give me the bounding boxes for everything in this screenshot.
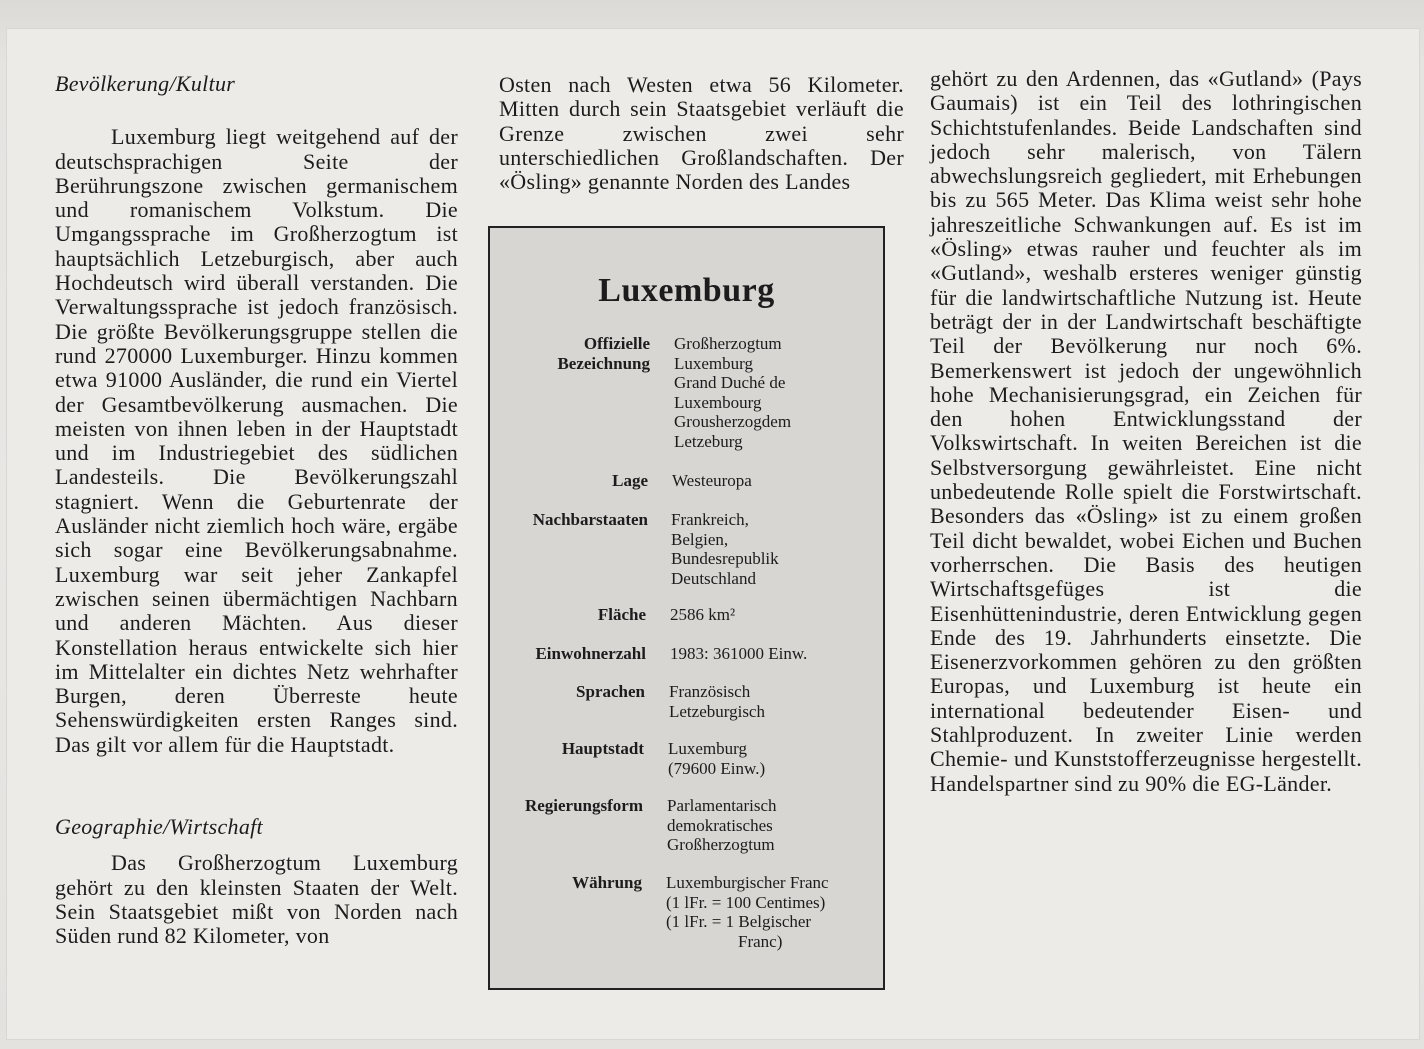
section-heading-geography: Geographie/Wirtschaft [55, 814, 263, 840]
fact-value: 2586 km² [670, 605, 736, 624]
fact-value: Französisch Letzeburgisch [669, 682, 765, 721]
paragraph-geography-continued: Osten nach Westen etwa 56 Kilometer. Mitten durch sein Staatsgebiet verläuft die Grenze zwischen zwei sehr unterschiedlichen Großlandschaften. Der «Ösling» genannte Norden des Landes [499, 72, 904, 195]
fact-label [492, 334, 650, 373]
fact-value: Luxemburgischer Franc (1 lFr. = 100 Centimes) (1 lFr. = 1 Belgischer Franc) [666, 873, 829, 951]
fact-box [488, 226, 885, 990]
fact-label: Fläche [597, 605, 646, 624]
fact-box-title: Luxemburg [598, 272, 775, 309]
fact-value: Großherzogtum Luxemburg Grand Duché de Luxembourg Grousherzogdem Letzeburg [674, 334, 792, 451]
fact-label: Währung [572, 873, 642, 892]
column-left [55, 72, 458, 949]
fact-label: Regierungsform [524, 796, 643, 815]
fact-label: Lage [612, 471, 648, 490]
paragraph-geography: Das Großherzogtum Luxemburg gehört zu den kleinsten Staaten der Welt. Sein Staatsgebiet mißt von Norden nach Süden rund 82 Kilometer, von [55, 850, 458, 949]
fact-label: Sprachen [576, 682, 645, 701]
column-right [930, 67, 1362, 796]
fact-label-text: Offizielle [583, 334, 650, 353]
paragraph-economy: gehört zu den Ardennen, das «Gutland» (Pays Gaumais) ist ein Teil des lothringischen Schichtstufenlandes. Beide Landschaften sind jedoch sehr malerisch, von Tälern abwechslungsreich gegliedert, mit Erhebungen bis zu 565 Meter. Das Klima weist sehr hohe jahreszeitliche Schwankungen auf. Es ist im «Ösling» etwas rauher und feuchter als im «Gutland», weshalb ersteres weniger günstig für die landwirtschaftliche Nutzung ist. Heute beträgt der in der Landwirtschaft beschäftigte Teil der Bevölkerung nur noch 6%. Bemerkenswert ist jedoch der ungewöhnlich hohe Mechanisierungsgrad, ein Zeichen für den hohen Entwicklungsstand der Volkswirtschaft. In weiten Bereichen ist die Selbstversorgung gewährleistet. Eine nicht unbedeutende Rolle spielt die Forstwirtschaft. Besonders das «Ösling» ist zu einem großen Teil dicht bewaldet, wobei Eichen und Buchen vorherrschen. Die Basis des heutigen Wirtschaftsgefüges ist die Eisenhüttenindustrie, deren Entwicklung gegen Ende des 19. Jahrhunderts einsetzte. Die Eisenerzvorkommen gehören zu den größten Europas, und Luxemburg ist heute ein international bedeutender Eisen- und Stahlproduzent. In zweiter Linie werden Chemie- und Kunststofferzeugnisse hergestellt. Handelspartner sind zu 90% die EG-Länder. [930, 66, 1362, 796]
fact-value: Luxemburg (79600 Einw.) [668, 739, 766, 778]
fact-label: Hauptstadt [561, 739, 644, 758]
paragraph-population: Luxemburg liegt weitgehend auf der deutschsprachigen Seite der Berührungszone zwischen germanischem und romanischem Volkstum. Die Umgangssprache im Großherzogtum ist hauptsächlich Letzeburgisch, aber auch Hochdeutsch wird überall verstanden. Die Verwaltungssprache ist jedoch französisch. Die größte Bevölkerungsgruppe stellen die rund 270000 Luxemburger. Hinzu kommen etwa 91000 Ausländer, die rund ein Viertel der Gesamtbevölkerung ausmachen. Die meisten von ihnen leben in der Hauptstadt und im Industriegebiet des südlichen Landesteils. Die Bevölkerungszahl stagniert. Wenn die Geburtenrate der Ausländer nicht ziemlich hoch wäre, ergäbe sich sogar eine Bevölkerungsabnahme. Luxemburg war seit jeher Zankapfel zwischen seinen übermächtigen Nachbarn und anderen Mächten. Aus dieser Konstellation heraus entwickelte sich hier im Mittelalter ein dichtes Netz wehrhafter Burgen, deren Überreste heute Sehenswürdigkeiten ersten Ranges sind. Das gilt vor allem für die Hauptstadt. [55, 124, 458, 757]
fact-label: Einwohnerzahl [535, 644, 646, 663]
fact-value: 1983: 361000 Einw. [670, 644, 808, 663]
fact-value: Frankreich, Belgien, Bundesrepublik Deutschland [671, 510, 779, 588]
fact-label: Nachbarstaaten [532, 510, 648, 529]
fact-label-text: Bezeichnung [557, 353, 650, 373]
column-middle [499, 73, 904, 194]
section-heading-population: Bevölkerung/Kultur [55, 71, 236, 96]
fact-value: Parlamentarisch demokratisches Großherzogtum [667, 796, 777, 854]
fact-value: Westeuropa [672, 471, 752, 490]
